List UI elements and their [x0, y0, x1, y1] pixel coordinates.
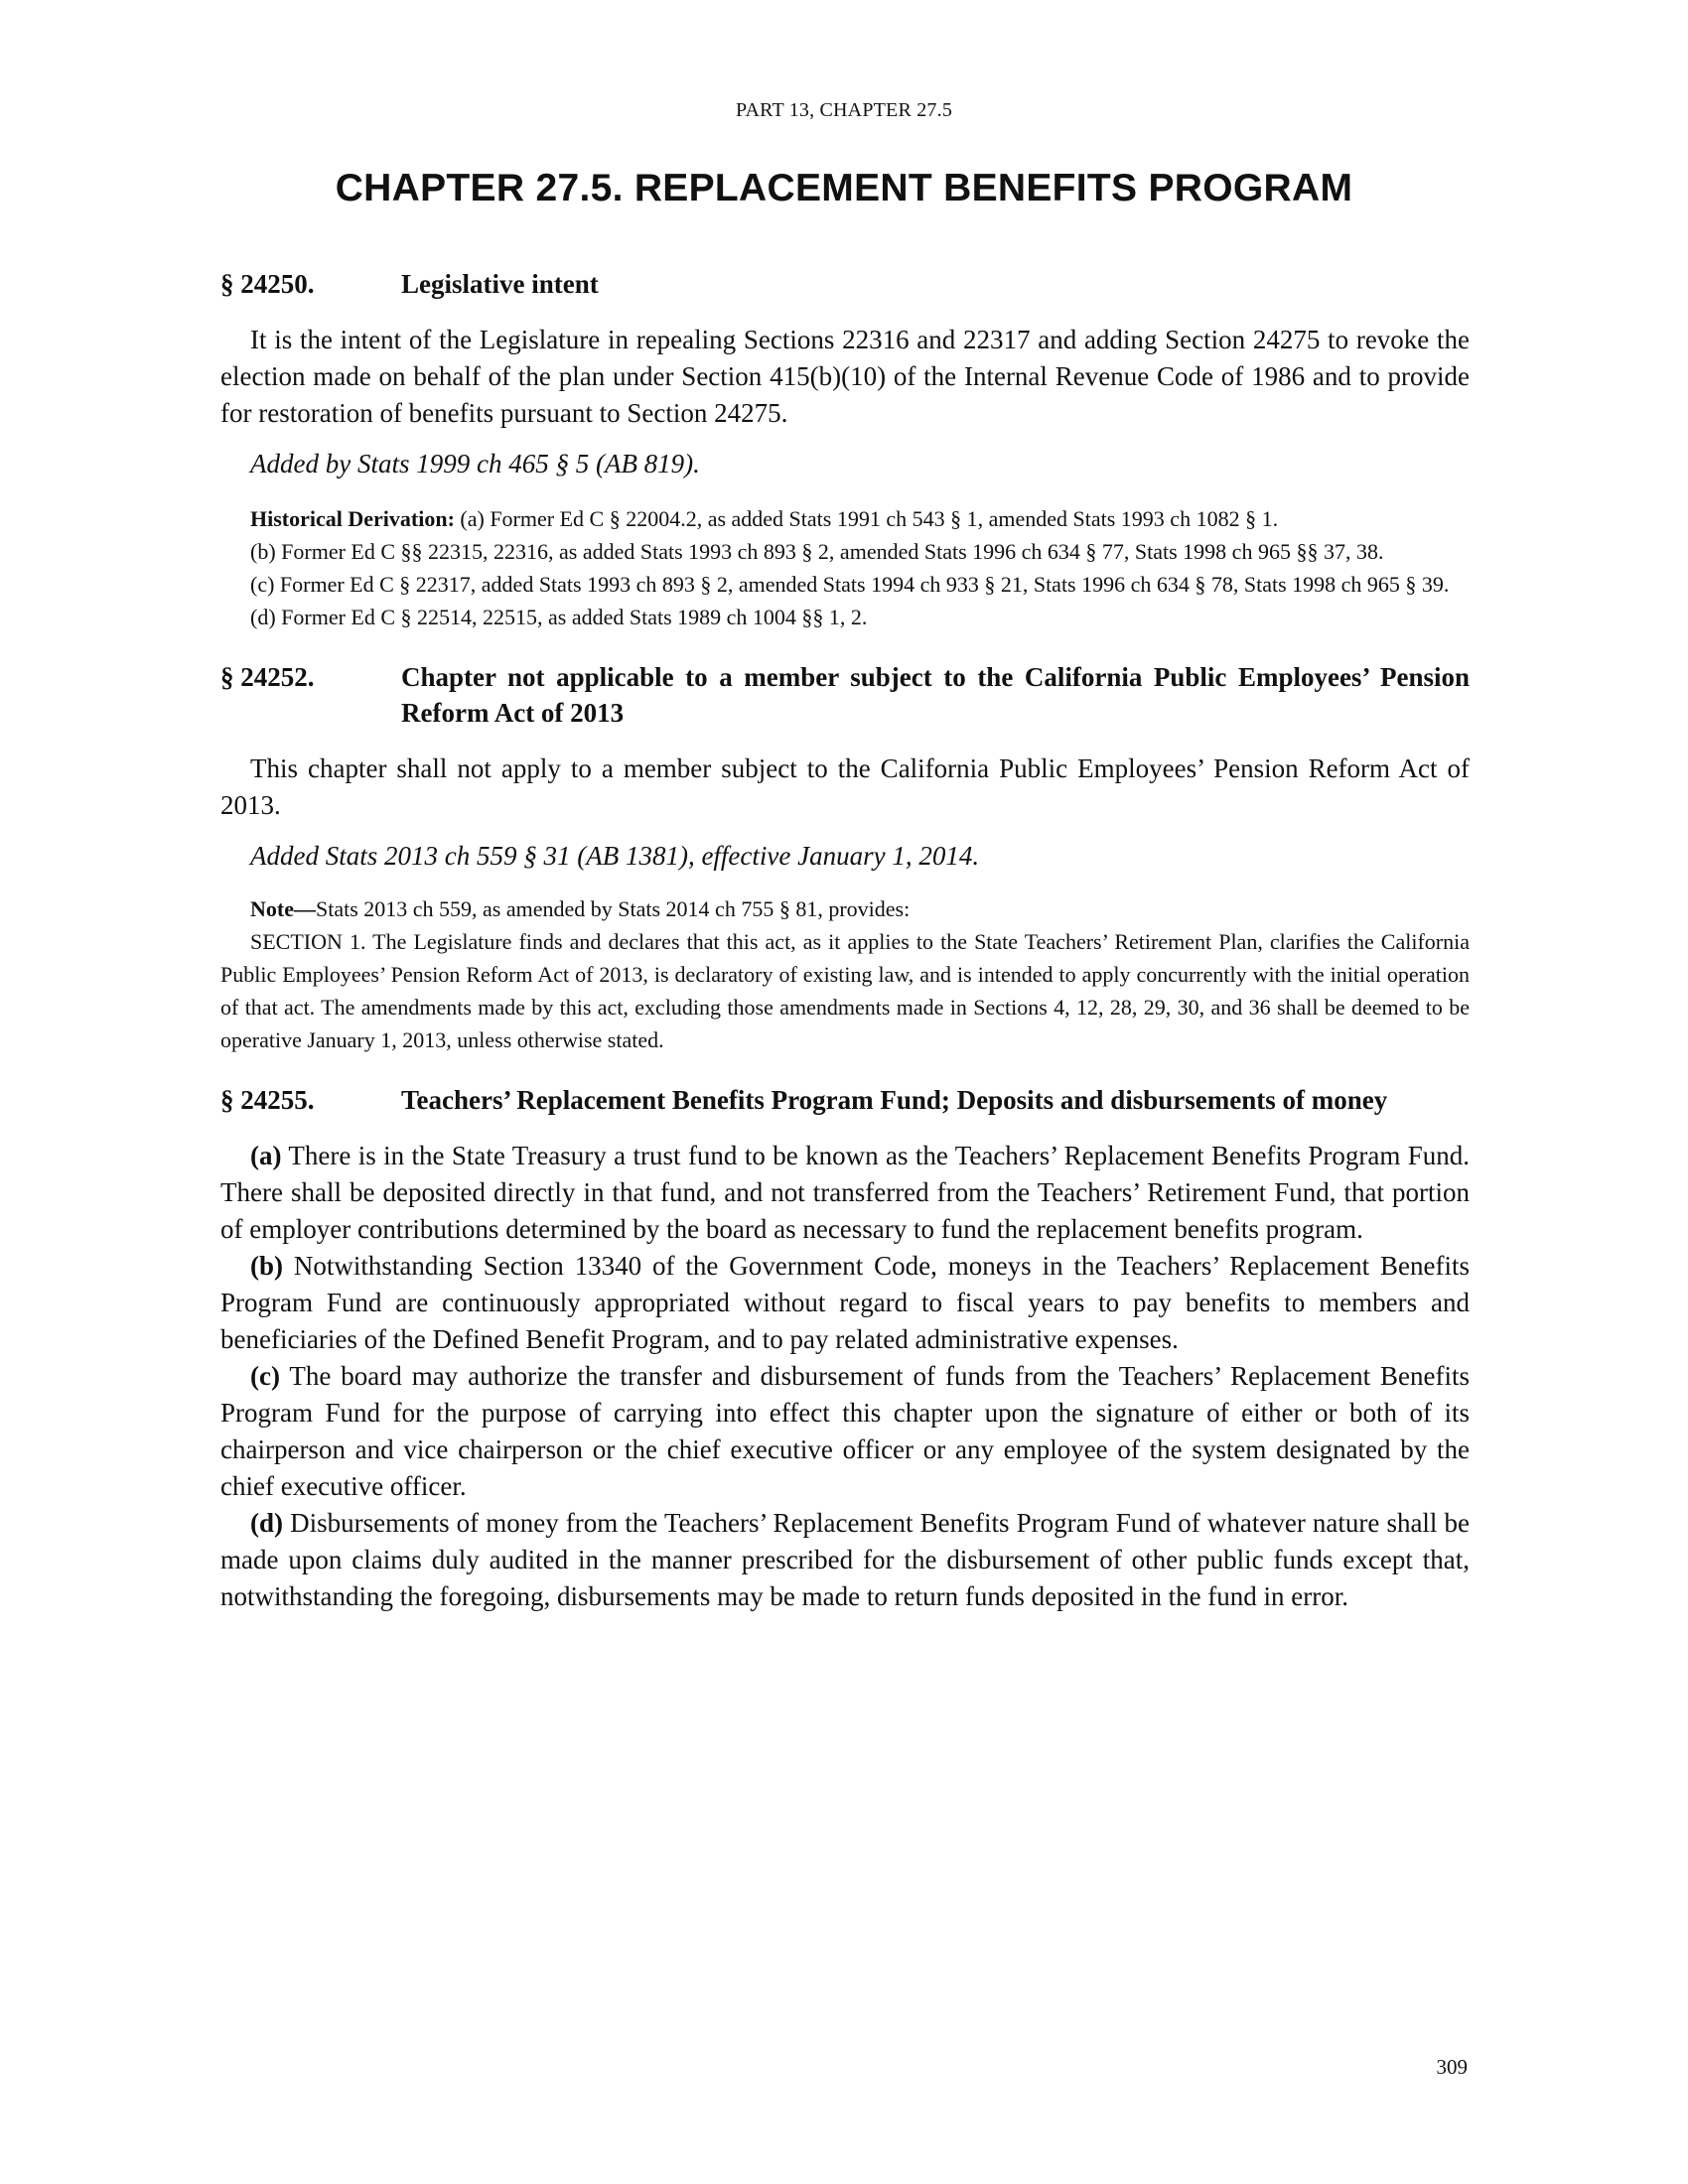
historical-derivation-a	[220, 502, 1470, 535]
subsection-text: There is in the State Treasury a trust fund to be known as the Teachers’ Replacement Benefits Program Fund. There shall be deposited directly in that fund, and not transferred from the Teachers’ Retirement Fund, that portion of employer contributions determined by the board as necessary to fund the replacement benefits program.	[220, 1141, 1470, 1244]
subsection-label: (b)	[250, 1251, 283, 1281]
enactment-note: Added by Stats 1999 ch 465 § 5 (AB 819).	[250, 449, 700, 478]
section-heading	[220, 1082, 1470, 1118]
section-24255	[220, 1082, 1470, 1615]
section-number: § 24255.	[220, 1085, 315, 1115]
note-body: SECTION 1. The Legislature finds and declares that this act, as it applies to the State Teachers’ Retirement Plan, clarifies the California Public Employees’ Pension Reform Act of 2013, is declaratory of existing law, and is intended to apply concurrently with the initial operation of that act. The amendments made by this act, excluding those amendments made in Sections 4, 12, 28, 29, 30, and 36 shall be deemed to be operative January 1, 2013, unless otherwise stated.	[220, 929, 1470, 1052]
subsection-text: Notwithstanding Section 13340 of the Government Code, moneys in the Teachers’ Replacement Benefits Program Fund are continuously appropriated without regard to fiscal years to pay benefits to members and beneficiaries of the Defined Benefit Program, and to pay related administrative expenses.	[220, 1251, 1471, 1354]
subsection-text: The board may authorize the transfer and disbursement of funds from the Teachers’ Replacement Benefits Program Fund for the purpose of carrying into effect this chapter upon the signature of either or both of its chairperson and vice chairperson or the chief executive officer or any employee of the system designated by the chief executive officer.	[220, 1361, 1470, 1501]
subsection-d	[220, 1505, 1470, 1615]
note-intro	[220, 892, 1470, 925]
section-number: § 24250.	[220, 269, 315, 299]
subsection-c	[220, 1358, 1470, 1505]
section-number: § 24252.	[220, 662, 315, 692]
running-head: PART 13, CHAPTER 27.5	[735, 99, 953, 121]
section-body: This chapter shall not apply to a member subject to the California Public Employees’ Pension Reform Act of 2013.	[220, 753, 1470, 820]
section-heading	[220, 266, 1470, 302]
subsection-label: (d)	[250, 1508, 283, 1538]
subsection-text: Disbursements of money from the Teachers’ Replacement Benefits Program Fund of whatever nature shall be made upon claims duly audited in the manner prescribed for the disbursement of other public funds except that, notwithstanding the foregoing, disbursements may be made to return funds deposited in the fund in error.	[220, 1508, 1470, 1611]
section-title: Legislative intent	[401, 269, 599, 299]
section-24252	[220, 659, 1470, 1056]
section-body: It is the intent of the Legislature in repealing Sections 22316 and 22317 and adding Section 24275 to revoke the election made on behalf of the plan under Section 415(b)(10) of the Internal Revenue Code of 1986 and to provide for restoration of benefits pursuant to Section 24275.	[220, 325, 1470, 428]
section-heading	[220, 659, 1470, 731]
subsection-label: (a)	[250, 1141, 282, 1170]
content-area	[220, 266, 1470, 1615]
section-title: Chapter not applicable to a member subject to the California Public Employees’ Pension Reform Act of 2013	[401, 662, 1470, 728]
derivation-text: (a) Former Ed C § 22004.2, as added Stats 1991 ch 543 § 1, amended Stats 1993 ch 1082 § 1.	[460, 506, 1279, 531]
note-text: Stats 2013 ch 559, as amended by Stats 2014 ch 755 § 81, provides:	[315, 896, 911, 921]
subsection-a	[220, 1138, 1470, 1248]
historical-derivation-b: (b) Former Ed C §§ 22315, 22316, as added Stats 1993 ch 893 § 2, amended Stats 1996 ch 634 § 77, Stats 1998 ch 965 §§ 37, 38.	[250, 539, 1384, 564]
page-number: 309	[1436, 2055, 1468, 2079]
note-label: Note—	[250, 896, 316, 921]
section-24250	[220, 266, 1470, 633]
subsection-b	[220, 1248, 1470, 1358]
enactment-note: Added Stats 2013 ch 559 § 31 (AB 1381), effective January 1, 2014.	[250, 841, 980, 871]
section-title: Teachers’ Replacement Benefits Program Fund; Deposits and disbursements of money	[401, 1085, 1388, 1115]
subsection-label: (c)	[250, 1361, 280, 1391]
historical-derivation-label: Historical Derivation:	[250, 506, 455, 531]
chapter-title: CHAPTER 27.5. REPLACEMENT BENEFITS PROGRAM	[335, 167, 1353, 209]
historical-derivation-d: (d) Former Ed C § 22514, 22515, as added Stats 1989 ch 1004 §§ 1, 2.	[250, 605, 868, 629]
historical-derivation-c: (c) Former Ed C § 22317, added Stats 1993 ch 893 § 2, amended Stats 1994 ch 933 § 21, Stats 1996 ch 634 § 78, Stats 1998 ch 965 § 39.	[250, 572, 1450, 597]
